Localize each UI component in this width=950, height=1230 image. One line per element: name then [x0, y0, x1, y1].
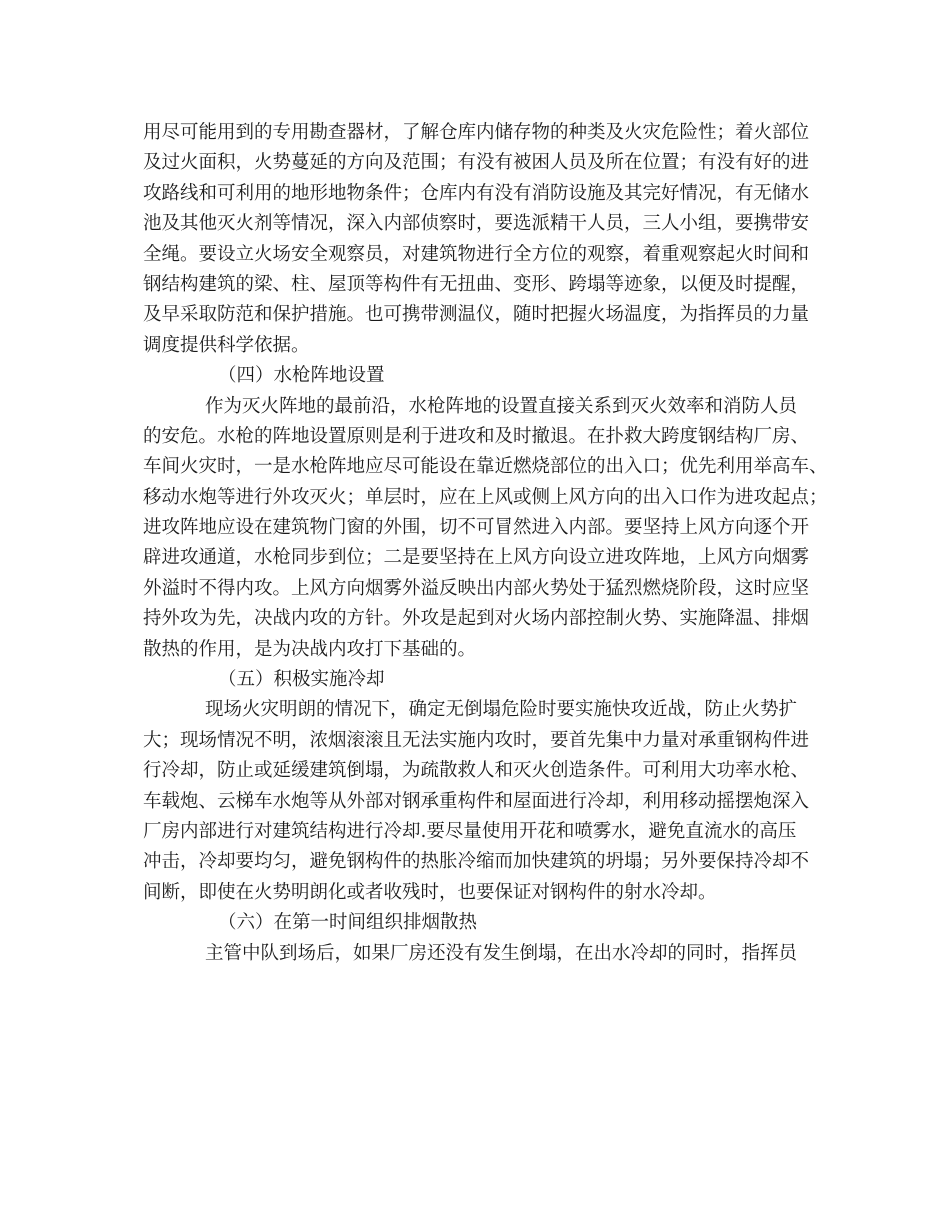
text-line: 全绳。要设立火场安全观察员，对建筑物进行全方位的观察，着重观察起火时间和 — [143, 243, 810, 265]
text-line: 及过火面积，火势蔓延的方向及范围；有没有被困人员及所在位置；有没有好的进 — [143, 152, 810, 174]
text-line: 辟进攻通道，水枪同步到位；二是要坚持在上风方向设立进攻阵地，上风方向烟雾 — [143, 547, 810, 569]
text-line: 持外攻为先，决战内攻的方针。外攻是起到对火场内部控制火势、实施降温、排烟 — [143, 608, 810, 630]
text-line: 厂房内部进行对建筑结构进行冷却.要尽量使用开花和喷雾水，避免直流水的高压 — [143, 820, 797, 842]
text-line: 钢结构建筑的梁、柱、屋顶等构件有无扭曲、变形、跨塌等迹象，以便及时提醒， — [143, 273, 810, 295]
text-line: 的安危。水枪的阵地设置原则是利于进攻和及时撤退。在扑救大跨度钢结构厂房、 — [143, 425, 810, 447]
text-line: 调度提供科学依据。 — [143, 334, 310, 356]
text-line: 间断，即使在火势明朗化或者收残时，也要保证对钢构件的射水冷却。 — [143, 881, 717, 903]
text-line: 攻路线和可利用的地形地物条件；仓库内有没有消防设施及其完好情况，有无储水 — [143, 182, 810, 204]
text-line: 车间火灾时，一是水枪阵地应尽可能设在靠近燃烧部位的出入口；优先利用举高车、 — [143, 456, 828, 478]
text-line: 用尽可能用到的专用勘查器材，了解仓库内储存物的种类及火灾危险性；着火部位 — [143, 122, 810, 143]
text-line: 车载炮、云梯车水炮等从外部对钢承重构件和屋面进行冷却，利用移动摇摆炮深入 — [143, 790, 810, 812]
section-heading: （六）在第一时间组织排烟散热 — [218, 912, 478, 934]
text-line: 散热的作用，是为决战内攻打下基础的。 — [143, 638, 477, 660]
text-line: 冲击，冷却要均匀，避免钢构件的热胀冷缩而加快建筑的坍塌；另外要保持冷却不 — [143, 851, 810, 873]
text-line: 移动水炮等进行外攻灭火；单层时，应在上风或侧上风方向的出入口作为进攻起点； — [143, 486, 828, 508]
text-line: 大；现场情况不明，浓烟滚滚且无法实施内攻时，要首先集中力量对承重钢构件进 — [143, 729, 810, 751]
text-line: 行冷却，防止或延缓建筑倒塌，为疏散救人和灭火创造条件。可利用大功率水枪、 — [143, 760, 810, 782]
section-heading: （五）积极实施冷却 — [218, 669, 385, 691]
text-line: 进攻阵地应设在建筑物门窗的外围，切不可冒然进入内部。要坚持上风方向逐个开 — [143, 517, 810, 539]
text-line: 主管中队到场后，如果厂房还没有发生倒塌，在出水冷却的同时，指挥员 — [205, 942, 798, 964]
text-line: 外溢时不得内攻。上风方向烟雾外溢反映出内部火势处于猛烈燃烧阶段，这时应坚 — [143, 577, 810, 599]
document-text-block — [143, 118, 828, 969]
section-heading: （四）水枪阵地设置 — [218, 365, 385, 387]
text-line: 作为灭火阵地的最前沿，水枪阵地的设置直接关系到灭火效率和消防人员 — [205, 395, 798, 417]
text-line: 及早采取防范和保护措施。也可携带测温仪，随时把握火场温度，为指挥员的力量 — [143, 304, 810, 326]
text-line: 现场火灾明朗的情况下，确定无倒塌危险时要实施快攻近战，防止火势扩 — [205, 699, 798, 721]
text-line: 池及其他灭火剂等情况，深入内部侦察时，要选派精干人员，三人小组，要携带安 — [143, 213, 810, 235]
